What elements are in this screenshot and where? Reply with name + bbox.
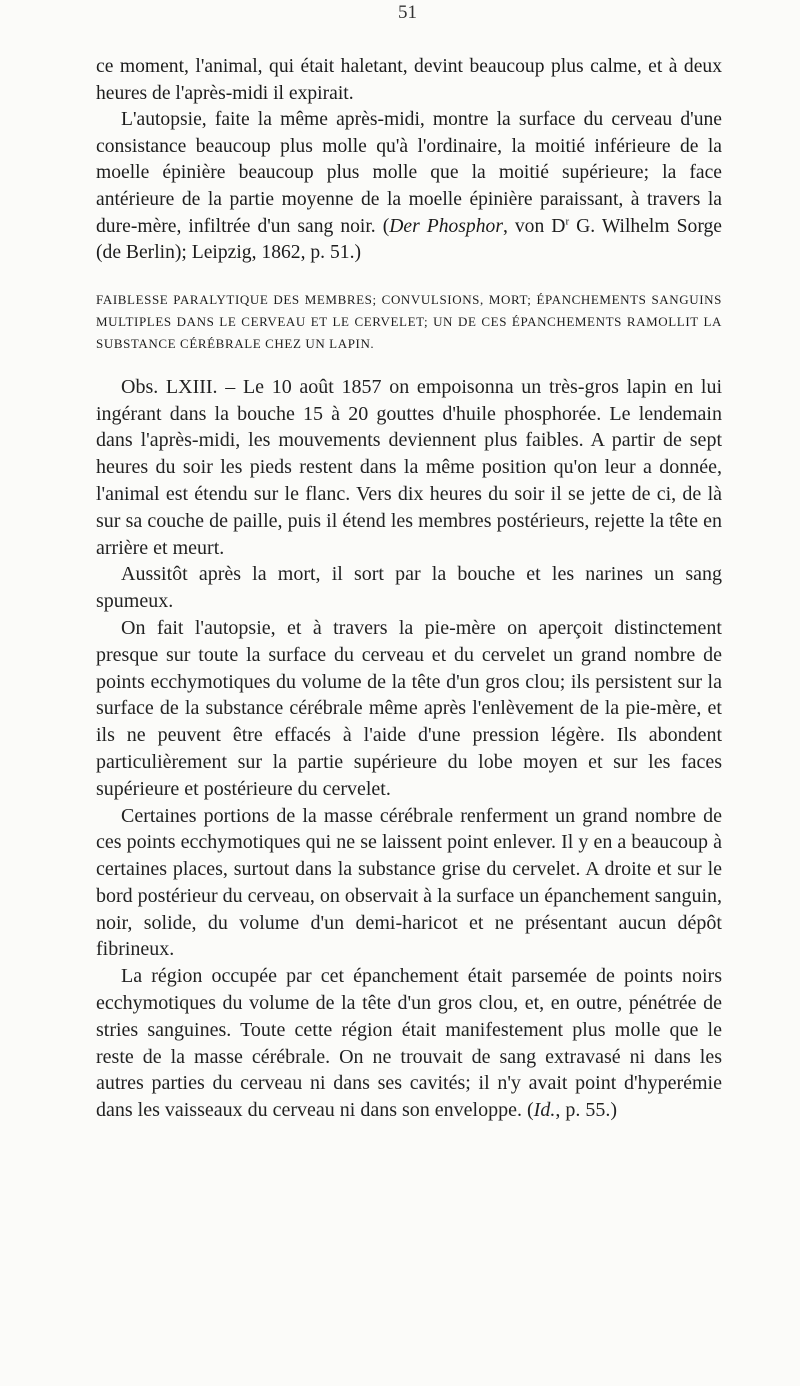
page-body: [96, 54, 722, 1124]
source-title: Der Phosphor: [389, 215, 503, 237]
observation-paragraph-5: [96, 963, 722, 1124]
observation-heading: FAIBLESSE PARALYTIQUE DES MEMBRES; CONVULSIONS, MORT; ÉPANCHEMENTS SANGUINS MULTIPLES DANS LE CERVEAU ET LE CERVELET; UN DE CES ÉPANCHEMENTS RAMOLLIT LA SUBSTANCE CÉRÉBRALE CHEZ UN LAPIN.: [96, 291, 722, 351]
autopsy-text: L'autopsie, faite la même après-midi, montre la surface du cerveau d'une consistance beaucoup plus molle qu'à l'ordinaire, la moitié inférieure de la moelle épinière beaucoup plus molle que la moitié supérieure; la face antérieure de la partie moyenne de la moelle épinière paraissant, à travers la dure-mère, infiltrée d'un sang noir. (: [96, 109, 722, 237]
observation-body: [96, 374, 722, 1124]
observation-paragraph-2: Aussitôt après la mort, il sort par la bouche et les narines un sang spumeux.: [96, 563, 722, 613]
continued-paragraph-1: ce moment, l'animal, qui était haletant, devint beaucoup plus calme, et à deux heures de l'après-midi il expirait.: [96, 56, 722, 104]
observation-paragraph-3: On fait l'autopsie, et à travers la pie-mère on aperçoit distinctement presque sur toute la surface du cerveau et du cervelet un grand nombre de points ecchymotiques du volume de la tête d'un gros clou; ils persistent sur la surface de la substance cérébrale même après l'enlèvement de la pie-mère, et ils ne peuvent être effacés à l'aide d'une pression légère. Ils abondent particulièrement sur la partie supérieure du lobe moyen et sur les faces supérieure et postérieure du cervelet.: [96, 616, 722, 800]
page-number: 51: [398, 2, 417, 23]
continued-paragraph-2: [96, 107, 722, 267]
observation-paragraph-4: Certaines portions de la masse cérébrale renferment un grand nombre de ces points ecchymotiques qui ne se laissent point enlever. Il y en a beaucoup à certaines places, surtout dans la substance grise du cervelet. A droite et sur le bord postérieur du cerveau, on observait à la surface un épanchement sanguin, noir, solide, du volume d'un demi-haricot et ne présentant aucun dépôt fibrineux.: [96, 804, 722, 961]
source-ref-b: G. Wilhelm Sorge (de Berlin); Leipzig, 1862, p. 51.): [96, 215, 722, 264]
observation-intro: – Le 10 août 1857 on empoisonna un très-gros lapin en lui ingérant dans la bouche 15 à 20 gouttes d'huile phosphorée. Le lendemain dans l'après-midi, les mouvements deviennent plus faibles. A partir de sept heures du soir les pieds restent dans la même position qu'on leur a donnée, l'animal est étendu sur le flanc. Vers dix heures du soir il se jette de ci, de là sur sa couche de paille, puis il étend les membres postérieurs, rejette la tête en arrière et meurt.: [96, 375, 722, 559]
observation-conclusion: La région occupée par cet épanchement était parsemée de points noirs ecchymotiques du volume de la tête d'un gros clou, et, en outre, pénétrée de stries sanguines. Toute cette région était manifestement plus molle que le reste de la masse cérébrale. On ne trouvait de sang extravasé ni dans les autres parties du cerveau ni dans ses cavités; il n'y avait point d'hyperémie dans les vaisseaux du cerveau ni dans son enveloppe. (: [96, 965, 722, 1122]
ibid-reference: Id.: [533, 1099, 556, 1122]
observation-label: Obs. LXIII.: [121, 375, 218, 398]
ibid-page: , p. 55.): [555, 1099, 617, 1122]
source-ref-a: , von D: [502, 215, 566, 237]
source-ref-sup: r: [565, 215, 570, 228]
observation-paragraph-1: [96, 374, 722, 562]
